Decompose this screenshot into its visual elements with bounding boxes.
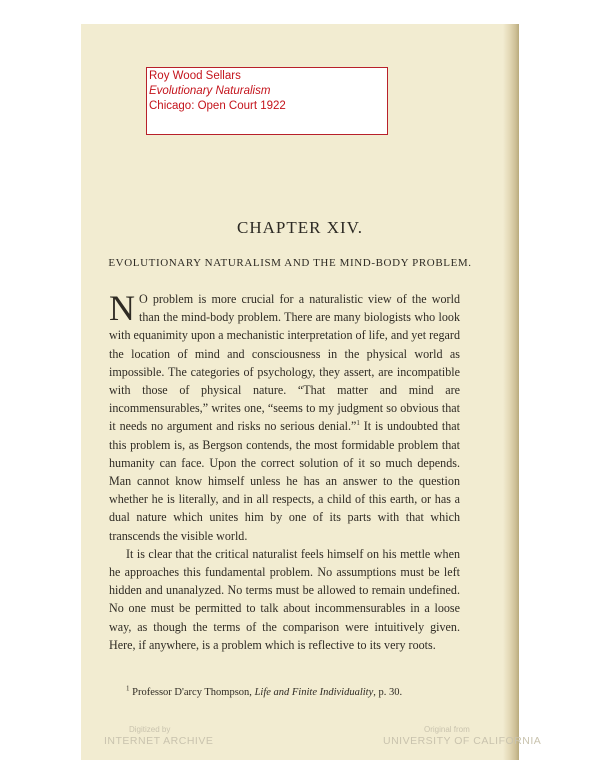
watermark-original-from: Original from bbox=[424, 725, 470, 734]
citation-publisher: Chicago: Open Court 1922 bbox=[149, 100, 286, 112]
citation-author: Roy Wood Sellars bbox=[149, 70, 241, 82]
watermark-university: UNIVERSITY OF CALIFORNIA bbox=[383, 735, 542, 747]
citation-title: Evolutionary Naturalism bbox=[149, 85, 271, 97]
paragraph-2: It is clear that the critical naturalist feels himself on his mettle when he approaches this fundamental problem. No assumptions must be left hidden and unanalyzed. No terms must be allowed to remain undefined. No one must be permitted to talk about incommensurables in a loose way, as though the terms of the comparison were intuitively given. Here, if anywhere, is a problem which is reflective to its very roots. bbox=[109, 546, 460, 652]
paragraph-1-text-b: It is undoubted that this problem is, as Bergson contends, the most formidable problem that humanity can face. Upon the correct solution of it so much depends. Man cannot know himself unless he has an answer to the question whether he is literally, and in all respects, a child of this earth, or has a dual nature which unites him by one of its parts with that which transcends the visible world. bbox=[109, 419, 460, 543]
paragraph-1 bbox=[109, 290, 460, 545]
footnote-reference: 1 bbox=[356, 419, 360, 428]
watermark-digitized-by: Digitized by bbox=[129, 725, 171, 734]
body-text bbox=[109, 290, 460, 654]
paragraph-1-text-a: O problem is more crucial for a naturalistic view of the world than the mind-body problem. There are many biologists who look with equanimity upon a mechanistic interpretation of life, and yet regard the location of mind and consciousness in the physical world as impossible. The categories of psychology, they assert, are incompatible with those of physical nature. “That matter and mind are incommensurables,” writes one, “seems to my judgment so obvious that it needs no argument and risks no serious denial.” bbox=[109, 292, 460, 434]
footnote-text-b: , p. 30. bbox=[373, 687, 403, 698]
footnote bbox=[126, 684, 403, 698]
footnote-text-a: Professor D'arcy Thompson, bbox=[129, 687, 255, 698]
chapter-subtitle: EVOLUTIONARY NATURALISM AND THE MIND-BODY PROBLEM. bbox=[108, 257, 472, 269]
citation-box bbox=[146, 67, 388, 135]
page-edge bbox=[503, 24, 519, 760]
footnote-mark: 1 bbox=[126, 684, 130, 693]
chapter-heading: CHAPTER XIV. bbox=[237, 218, 363, 237]
footnote-title: Life and Finite Individuality bbox=[254, 687, 374, 698]
watermark-internet-archive: INTERNET ARCHIVE bbox=[104, 735, 214, 747]
drop-cap: N bbox=[109, 288, 135, 328]
